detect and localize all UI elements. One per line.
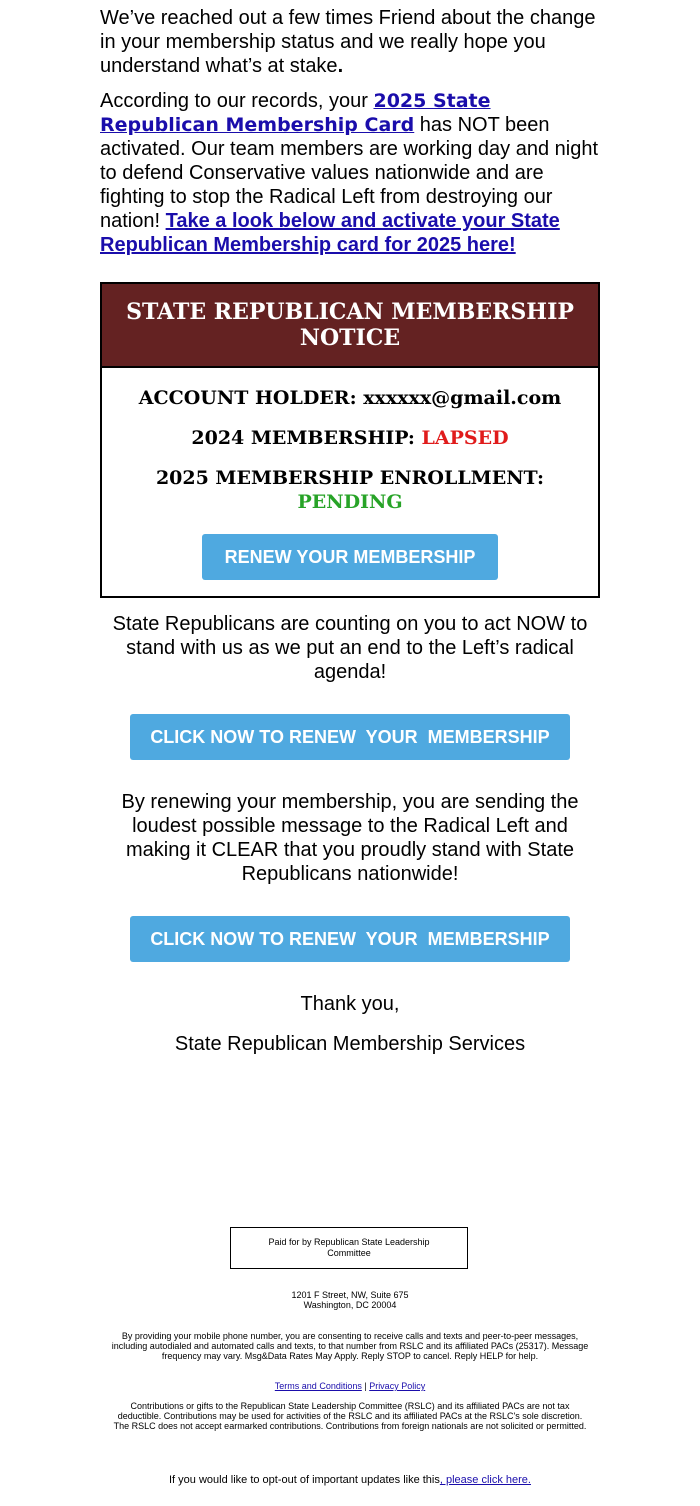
notice-title: STATE REPUBLICAN MEMBERSHIP NOTICE xyxy=(102,284,598,368)
enrollment-label: 2025 MEMBERSHIP ENROLLMENT: xyxy=(155,467,545,489)
activate-membership-link[interactable]: Take a look below and activate your State Republican Membership card for 2025 here! xyxy=(100,210,560,256)
pending-status: PENDING xyxy=(297,491,403,513)
privacy-link[interactable]: Privacy Policy xyxy=(369,1381,426,1391)
membership-notice xyxy=(100,282,600,598)
intro-paragraph-2 xyxy=(100,89,600,257)
links-separator: | xyxy=(361,1381,370,1391)
terms-link[interactable]: Terms and Conditions xyxy=(274,1381,362,1391)
intro-text-1: We’ve reached out a few times Friend about the change in your membership status and we really hope you understand what’s at stake xyxy=(100,7,596,77)
membership-label: 2024 MEMBERSHIP: xyxy=(191,427,422,449)
intro-paragraph-1 xyxy=(100,6,600,78)
thank-you-text: Thank you, xyxy=(300,993,400,1015)
address-line-2: Washington, DC 20004 xyxy=(303,1300,397,1310)
signature-text: State Republican Membership Services xyxy=(174,1033,526,1055)
counting-on-you-text: State Republicans are counting on you to act NOW to stand with us as we put an end to the Left’s radical agenda! xyxy=(112,613,588,683)
sms-consent-text: By providing your mobile phone number, you are consenting to receive calls and texts and peer-to-peer messages, including autodialed and automated calls and texts, to that number from RSLC and its affiliated PACs (25317). Message frequency may vary. Msg&Data Rates May Apply. Reply STOP to cancel. Reply HELP for help. xyxy=(111,1331,589,1361)
opt-out-text: If you would like to opt-out of important updates like this xyxy=(169,1474,440,1486)
address-line-1: 1201 F Street, NW, Suite 675 xyxy=(291,1290,409,1300)
account-holder: ACCOUNT HOLDER: xxxxxx@gmail.com xyxy=(138,387,562,409)
intro-text-1-end: . xyxy=(337,55,344,77)
renewing-message-text: By renewing your membership, you are sending the loudest possible message to the Radical Left and making it CLEAR that you proudly stand with State Republicans nationwide! xyxy=(121,791,579,885)
contributions-disclaimer: Contributions or gifts to the Republican State Leadership Committee (RSLC) and its affiliated PACs are not tax deductible. Contributions may be used for activities of the RSLC and its affiliated PACs at the RSLC's sole discretion. The RSLC does not accept earmarked contributions. Contributions from foreign nationals are not solicited or permitted. xyxy=(113,1401,587,1431)
renew-membership-button[interactable]: RENEW YOUR MEMBERSHIP xyxy=(202,534,498,580)
lapsed-status: LAPSED xyxy=(421,427,509,449)
footer-links xyxy=(110,1381,590,1391)
address-block xyxy=(110,1290,590,1310)
renew-cta-button-2[interactable]: CLICK NOW TO RENEW YOUR MEMBERSHIP xyxy=(130,916,570,962)
intro-text-2b: has NOT been activated. Our team members are working day and night to defend Conservative values nationwide and are fighting to stop the Radical Left from destroying our nation! xyxy=(100,114,599,232)
paid-for-box: Paid for by Republican State Leadership Committee xyxy=(230,1227,468,1269)
opt-out-link[interactable]: , please click here. xyxy=(439,1474,531,1486)
membership-status-line xyxy=(102,426,598,450)
intro-text-2a: According to our records, your xyxy=(100,90,374,112)
membership-card-link[interactable]: 2025 State Republican Membership Card xyxy=(100,90,491,136)
renew-cta-button-1[interactable]: CLICK NOW TO RENEW YOUR MEMBERSHIP xyxy=(130,714,570,760)
opt-out-line xyxy=(0,1474,700,1487)
